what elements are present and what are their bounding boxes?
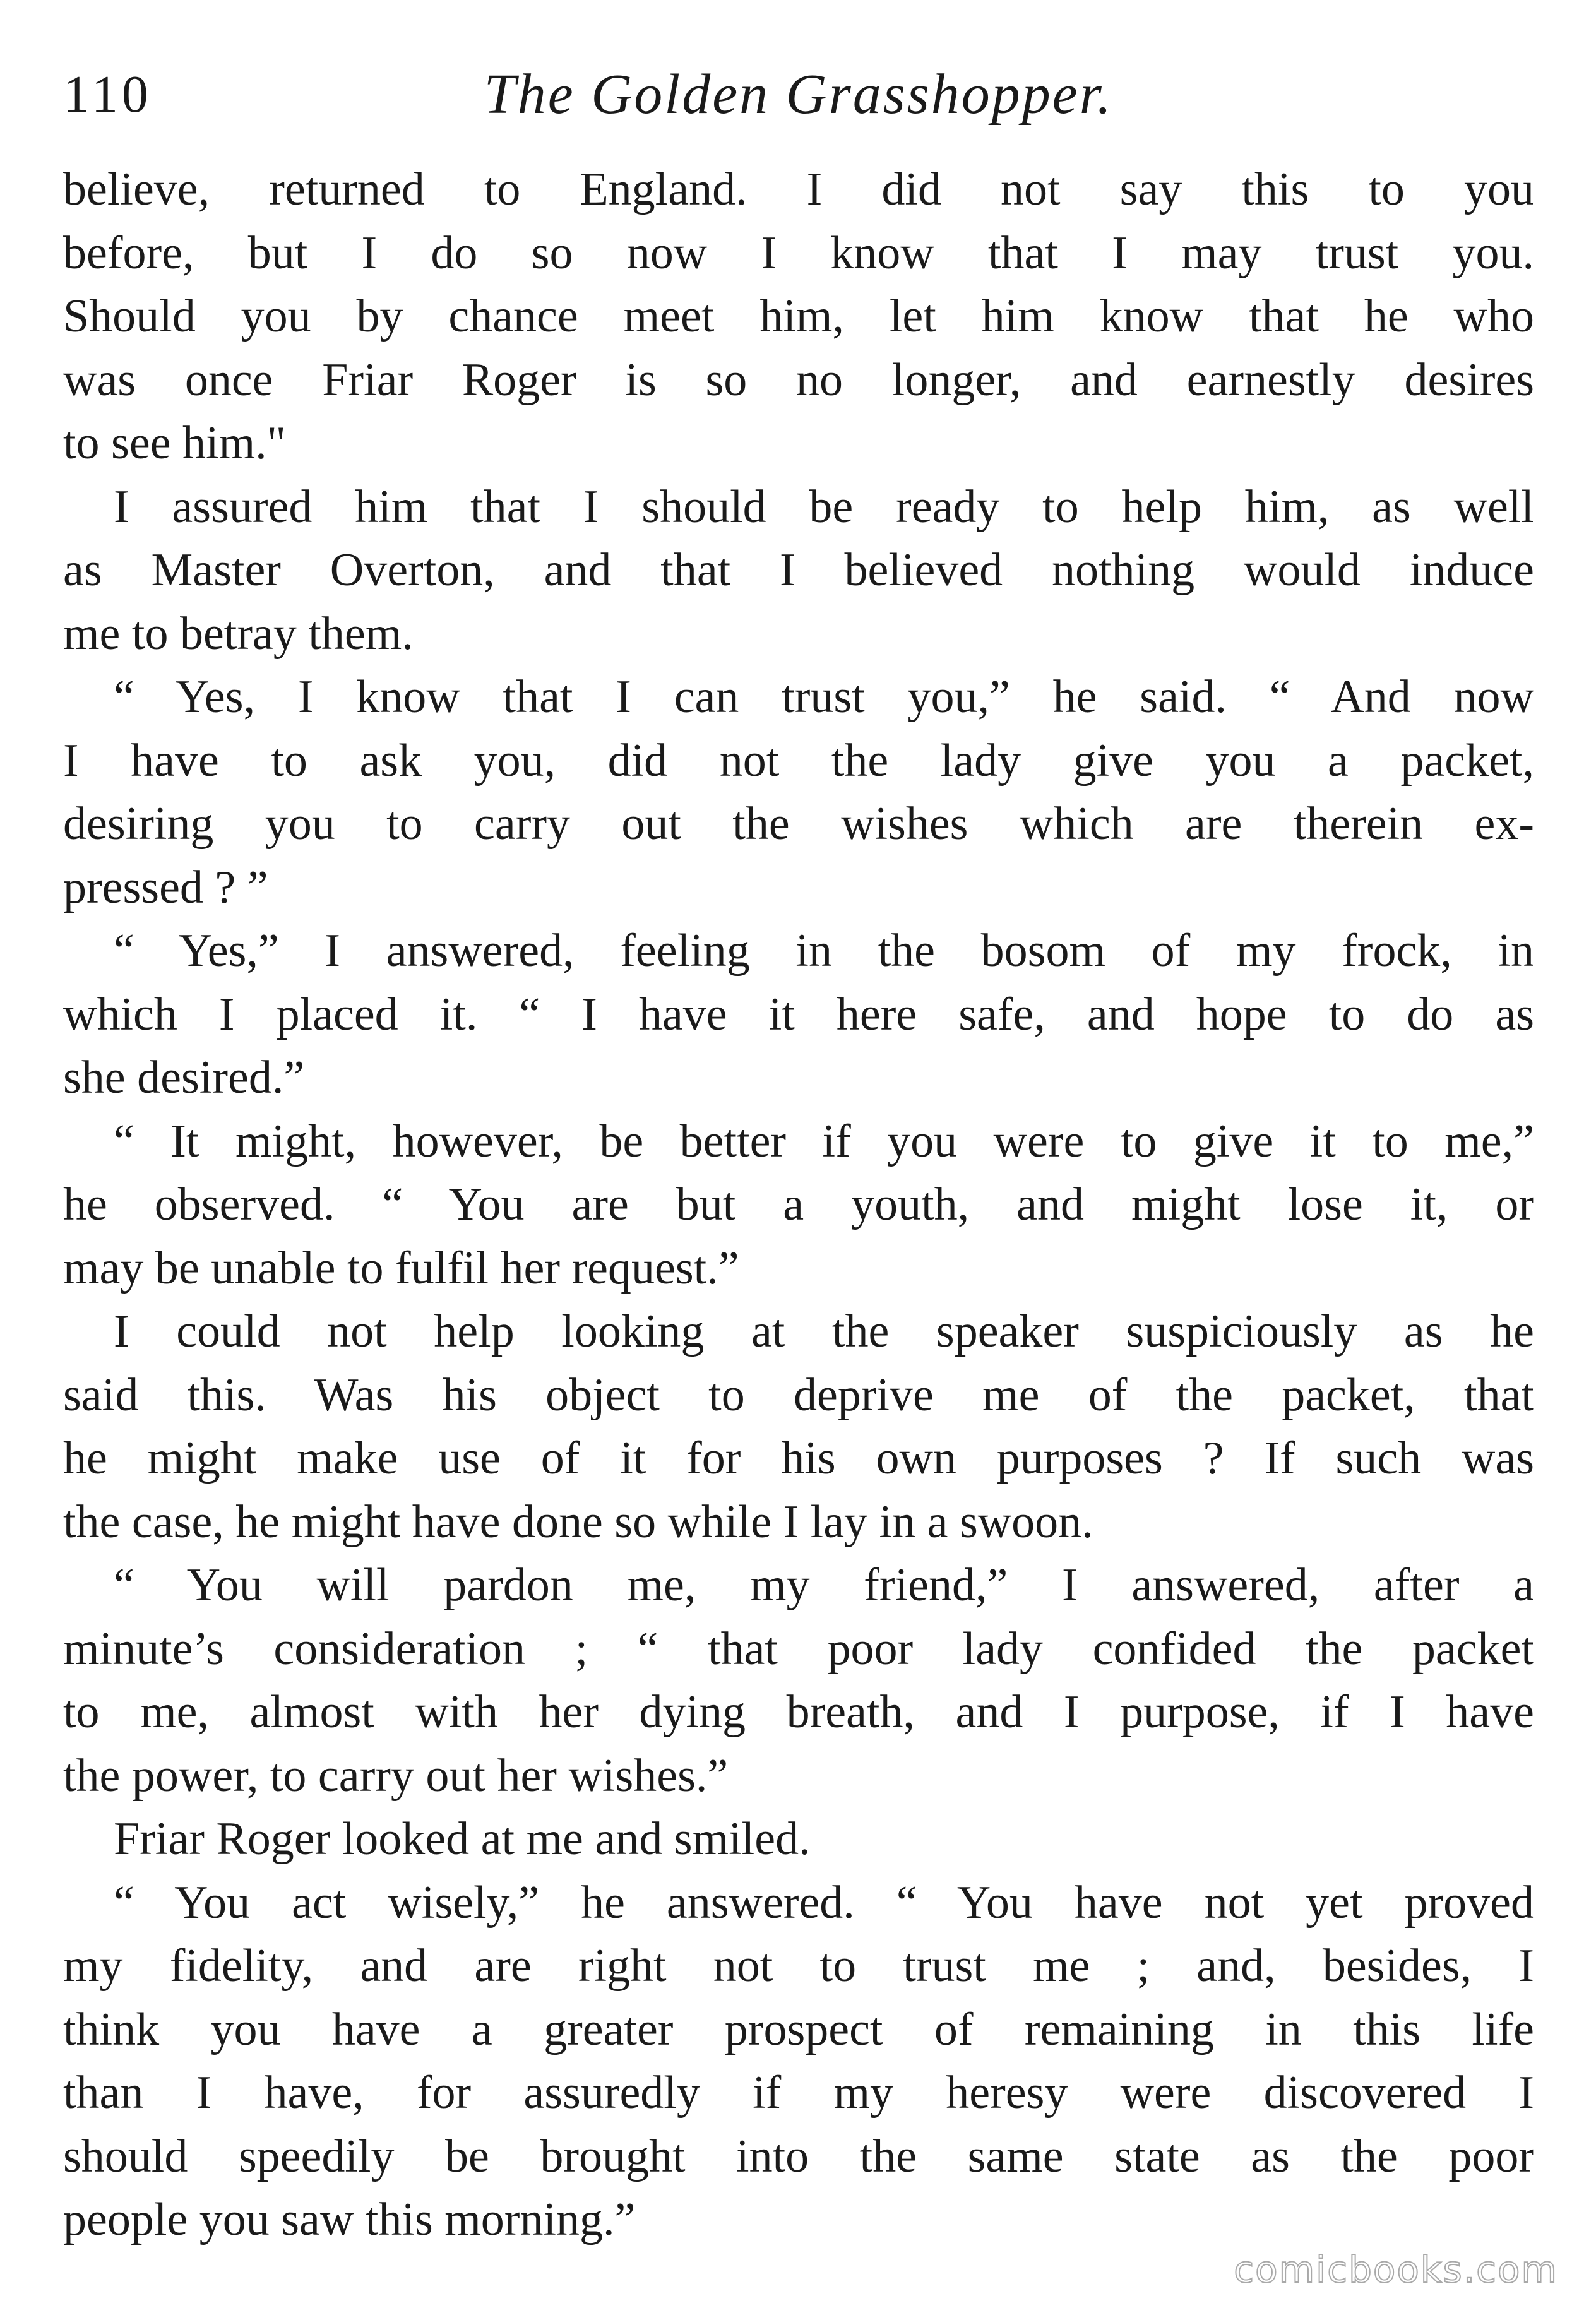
text-line: “ You will pardon me, my friend,” I answered, after a [114,1559,1534,1611]
text-line: to see him." [63,417,286,469]
text-line: believe, returned to England. I did not say this to you [63,164,1534,215]
text-line: “ You act wisely,” he answered. “ You have not yet proved [114,1876,1534,1929]
text-line: minute’s consideration ; “ that poor lady confided the packet [63,1622,1534,1675]
text-line: the case, he might have done so while I lay in a swoon. [63,1496,1093,1548]
text-line: “ Yes,” I answered, feeling in the bosom of my frock, in [114,925,1534,977]
text-line: desiring you to carry out the wishes which are therein ex- [63,798,1534,850]
text-line: me to betray them. [63,607,414,660]
text-line: before, but I do so now I know that I may trust you. [63,227,1534,279]
text-line: said this. Was his object to deprive me of the packet, that [63,1369,1534,1421]
body-text [63,158,1534,2252]
text-line: the power, to carry out her wishes.” [63,1749,729,1802]
text-line: he observed. “ You are but a youth, and might lose it, or [63,1179,1534,1230]
text-line: which I placed it. “ I have it here safe, and hope to do as [63,988,1534,1040]
text-line: think you have a greater prospect of remaining in this life [63,2003,1534,2055]
text-line: pressed ? ” [63,861,268,913]
text-line: should speedily be brought into the same state as the poor [63,2130,1534,2182]
text-line: “ Yes, I know that I can trust you,” he said. “ And now [114,671,1534,723]
watermark-logo: comicbooks.com [1234,2248,1558,2291]
text-line: as Master Overton, and that I believed nothing would induce [63,544,1534,596]
text-line: was once Friar Roger is so no longer, and earnestly desires [63,354,1534,406]
text-line: he might make use of it for his own purposes ? If such was [63,1432,1534,1484]
text-line: people you saw this morning.” [63,2194,636,2246]
text-line: than I have, for assuredly if my heresy were discovered I [63,2067,1534,2119]
text-line: I could not help looking at the speaker suspiciously as he [114,1306,1534,1357]
text-line: I have to ask you, did not the lady give you a packet, [63,734,1534,787]
book-title: The Golden Grasshopper. [484,63,1114,126]
running-head [63,60,1534,129]
text-line: “ It might, however, be better if you were to give it to me,” [114,1115,1534,1167]
text-line: my fidelity, and are right not to trust me ; and, besides, I [63,1940,1534,1992]
text-line: may be unable to fulfil her request.” [63,1242,739,1294]
text-line: Should you by chance meet him, let him know that he who [63,290,1534,342]
text-line: I assured him that I should be ready to help him, as well [114,480,1534,533]
page-number: 110 [63,65,152,124]
text-line: Friar Roger looked at me and smiled. [114,1813,811,1865]
text-line: to me, almost with her dying breath, and I purpose, if I have [63,1686,1534,1738]
text-line: she desired.” [63,1052,305,1103]
